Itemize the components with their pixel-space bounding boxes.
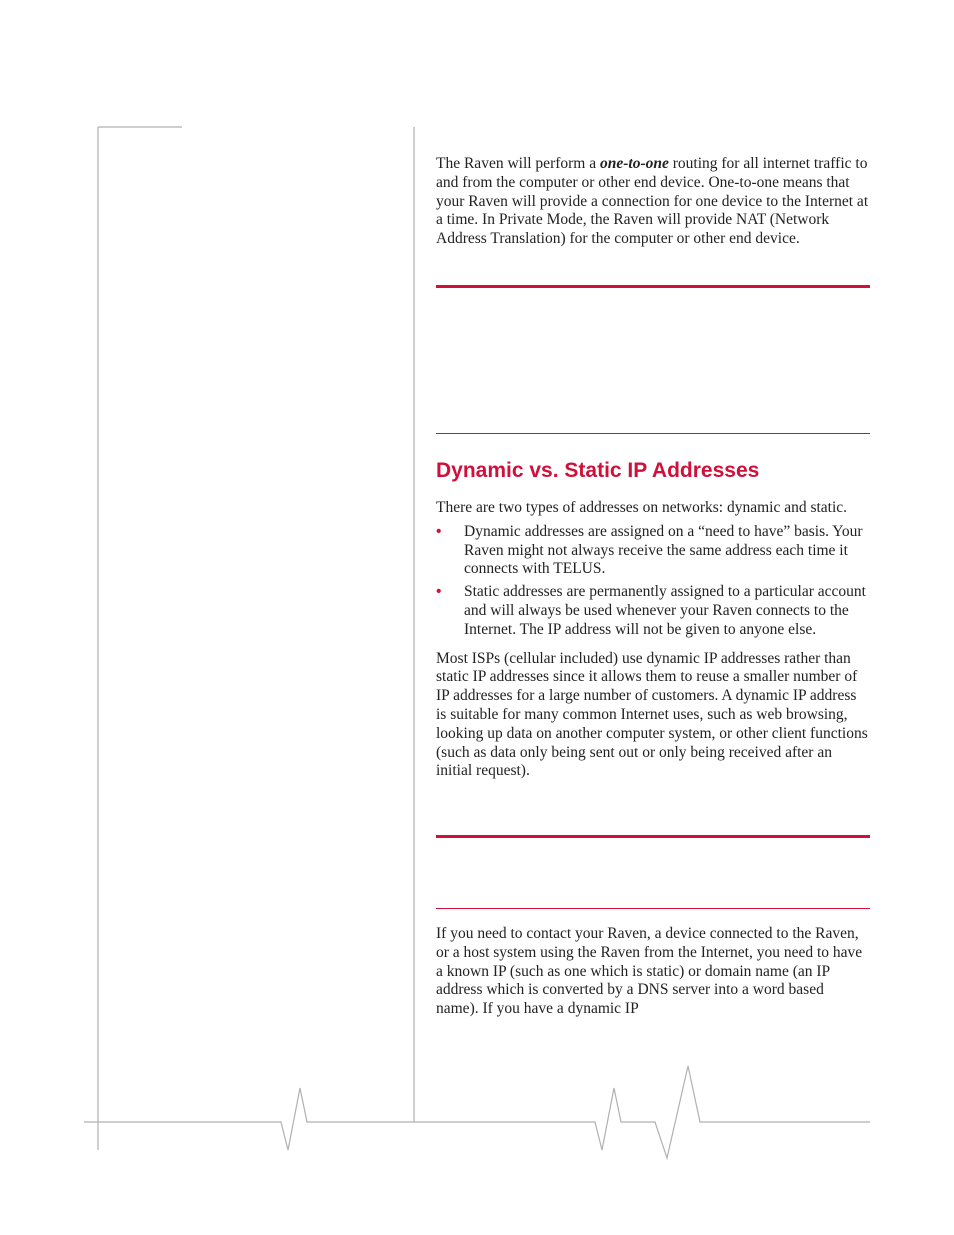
intro-text-start: The Raven will perform a bbox=[436, 155, 600, 172]
section-heading: Dynamic vs. Static IP Addresses bbox=[436, 459, 760, 482]
section-body: Most ISPs (cellular included) use dynamic IP addresses rather than static IP addresses since it allows them to reuse a smaller number of IP addresses for a large number of customers. A dynamic IP address is suitable for many common Internet uses, such as web browsing, looking up data on another computer system, or other client functions (such as data only being sent out or only being received after an initial request). bbox=[436, 649, 868, 780]
section-intro: There are two types of addresses on networks: dynamic and static. bbox=[436, 499, 848, 516]
bullet-icon: • bbox=[436, 583, 442, 601]
list-item bbox=[436, 523, 870, 579]
footer-waveform-line bbox=[84, 1066, 870, 1158]
list-item-text: Dynamic addresses are assigned on a “need to have” basis. Your Raven might not always receive the same address each time it connects with TELUS. bbox=[464, 522, 863, 578]
list-item bbox=[436, 583, 870, 639]
section-rule-thin-1 bbox=[436, 433, 870, 434]
dynamic-static-section bbox=[436, 499, 870, 781]
intro-paragraph bbox=[436, 155, 870, 249]
intro-text-end: routing for all internet traffic to and from the computer or other end device. One-to-one means that your Raven will provide a connection for one device to the Internet at a time. In Private Mode, the Raven will provide NAT (Network Address Translation) for the computer or other end device. bbox=[436, 155, 869, 248]
address-type-list bbox=[436, 523, 870, 640]
section-rule-thin-2 bbox=[436, 908, 870, 909]
bullet-icon: • bbox=[436, 522, 442, 540]
intro-emphasis: one-to-one bbox=[599, 155, 669, 172]
contact-paragraph bbox=[436, 925, 870, 1019]
section-rule-thick-1 bbox=[436, 285, 870, 288]
list-item-text: Static addresses are permanently assigned to a particular account and will always be used whenever your Raven connects to the Internet. The IP address will not be given to anyone else. bbox=[464, 583, 866, 638]
section-rule-thick-2 bbox=[436, 835, 870, 838]
contact-text: If you need to contact your Raven, a device connected to the Raven, or a host system using the Raven from the Internet, you need to have a known IP (such as one which is static) or domain name (an IP address which is converted by a DNS server into a word based name). If you have a dynamic IP bbox=[436, 925, 863, 1018]
